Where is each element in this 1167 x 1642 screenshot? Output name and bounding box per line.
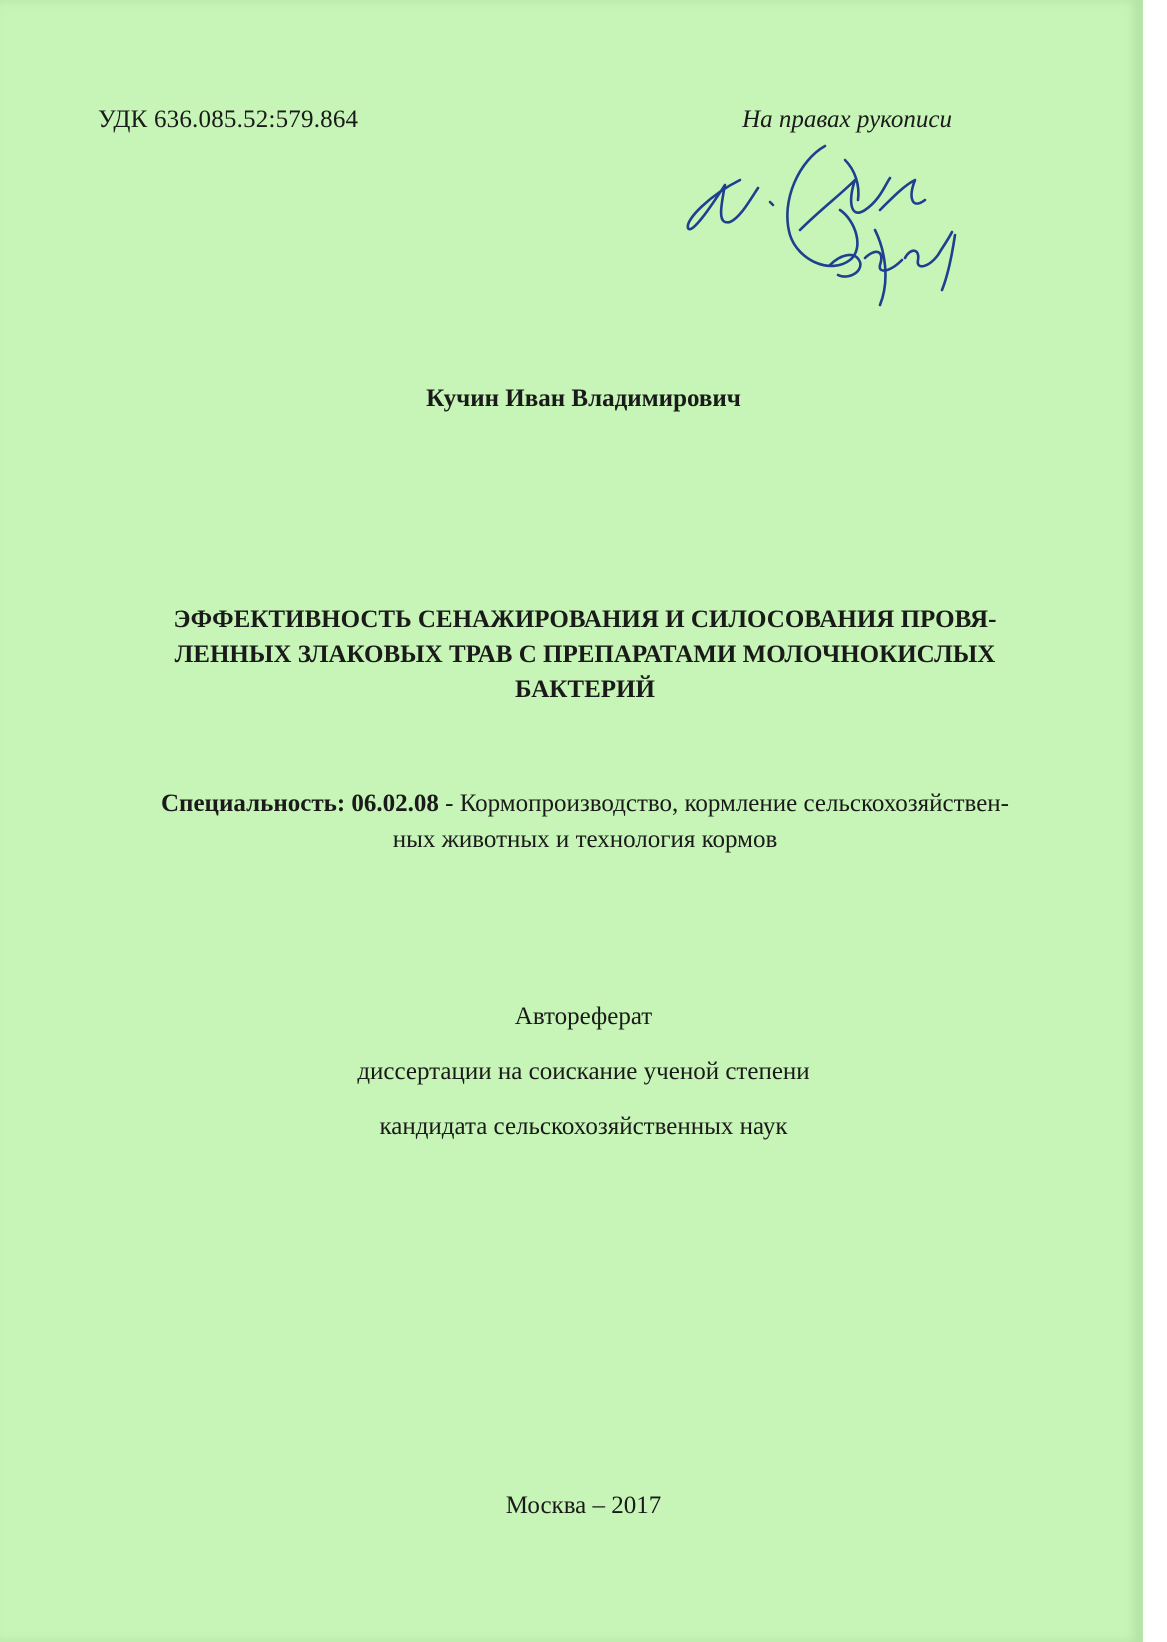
handwritten-signature-icon	[680, 140, 1010, 340]
title-line: ЭФФЕКТИВНОСТЬ СЕНАЖИРОВАНИЯ И СИЛОСОВАНИЯ ПРОВЯ-	[173, 606, 997, 633]
specialty-line-1	[110, 786, 1060, 822]
city-year: Москва – 2017	[505, 1492, 662, 1519]
document-type: Автореферат	[514, 1003, 653, 1030]
udk-code: УДК 636.085.52:579.864	[98, 106, 359, 133]
specialty-text-2: ных животных и технология кормов	[392, 826, 778, 853]
manuscript-rights-note: На правах рукописи	[742, 106, 952, 133]
author-name: Кучин Иван Владимирович	[426, 385, 741, 412]
title-line: БАКТЕРИЙ	[515, 676, 655, 703]
dissertation-title	[130, 602, 1040, 707]
specialty-label: Специальность: 06.02.08	[160, 790, 439, 817]
title-line: ЛЕННЫХ ЗЛАКОВЫХ ТРАВ С ПРЕПАРАТАМИ МОЛОЧНОКИСЛЫХ	[174, 641, 996, 668]
degree-purpose: диссертации на соискание ученой степени	[357, 1058, 810, 1085]
specialty-block	[110, 786, 1060, 858]
specialty-text-1: - Кормопроизводство, кормление сельскохозяйствен-	[438, 790, 1010, 817]
degree-name: кандидата сельскохозяйственных наук	[379, 1113, 788, 1140]
